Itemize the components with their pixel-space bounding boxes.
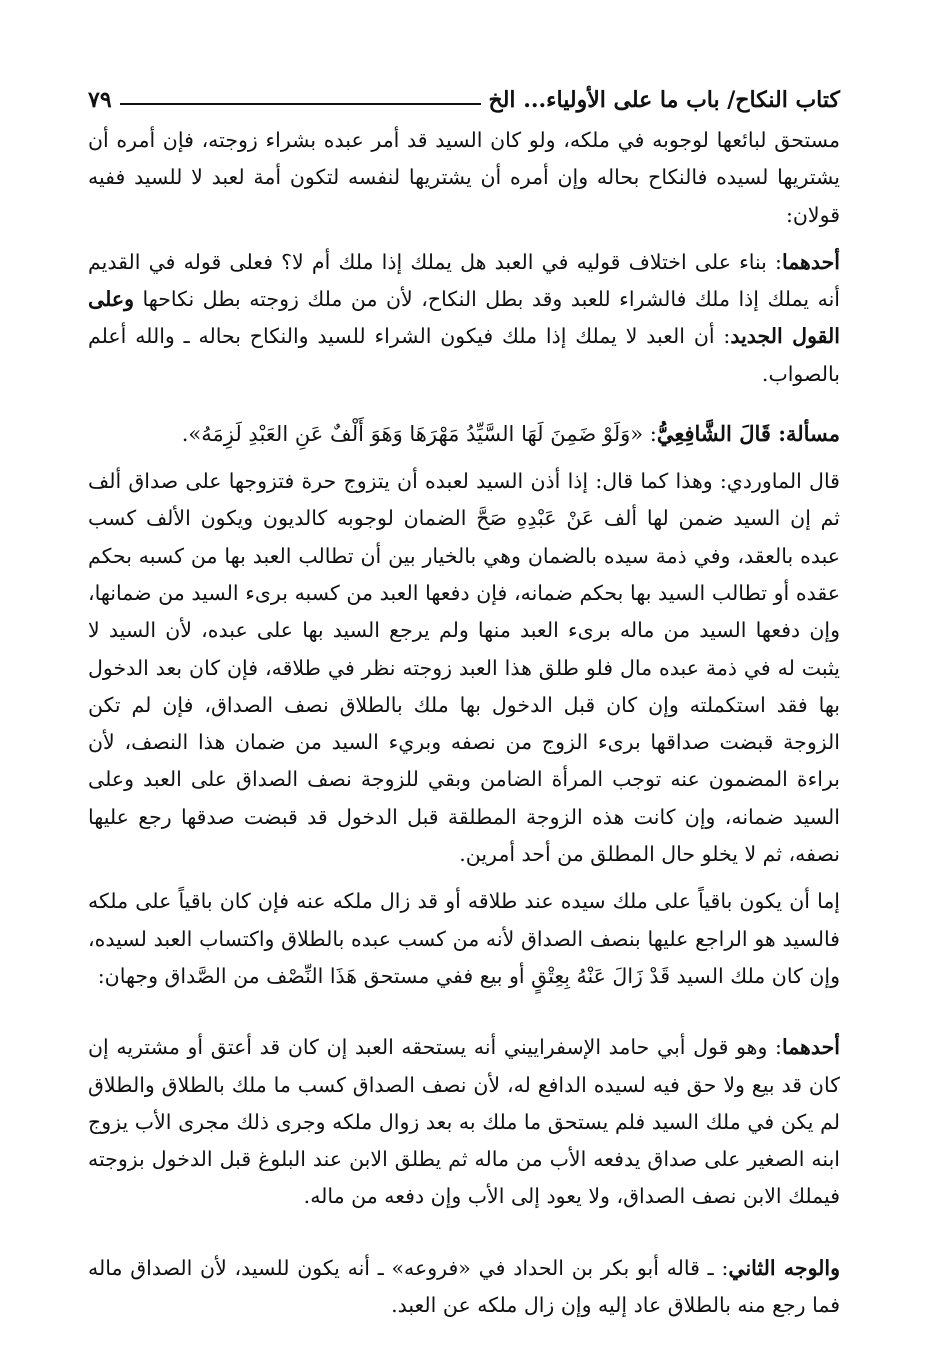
paragraph-2: أحدهما: بناء على اختلاف قوليه في العبد هل يملك إذا ملك أم لا؟ فعلى قوله في القديم أنه يملك إذا ملك فالشراء للعبد وقد بطل النكاح، لأن من ملك زوجته بطل نكاحها وعلى القول الجديد: أن العبد لا يملك إذا ملك فيكون الشراء للسيد والنكاح بحاله ـ والله أعلم بالصواب. (88, 249, 840, 386)
document-page (88, 78, 840, 1324)
paragraph-lead: وعلى القول الجديد (88, 287, 840, 349)
paragraph-lead: والوجه الثاني (728, 1255, 840, 1280)
paragraph-lead: أحدهما (781, 1035, 840, 1060)
paragraph-4: إما أن يكون باقياً على ملك سيده عند طلاقه أو قد زال ملكه عنه فإن كان باقياً على ملكه فالسيد هو الراجع عليها بنصف الصداق لأنه من كسب عبده بالطلاق واكتساب العبد لسيده، وإن كان ملك السيد قَدْ زَالَ عَنْهُ بِعِتْقٍ أو بيع ففي مستحق هَذَا النِّصْف من الصَّداق وجهان: (88, 889, 840, 988)
paragraph-3: قال الماوردي: وهذا كما قال: إذا أذن السيد لعبده أن يتزوج حرة فتزوجها على صداق ألف ثم إن السيد ضمن لها ألف عَنْ عَبْدِهِ صَحَّ الضمان لوجوبه كالديون ويكون الألف كسب عبده بالعقد، وفي ذمة سيده بالضمان وهي بالخيار بين أن تطالب العبد بها من كسبه بحكم عقده أو تطالب السيد بها بحكم ضمانه، فإن دفعها العبد من كسبه برىء السيد من ضمانها، وإن دفعها السيد من ماله برىء العبد منها ولم يرجع السيد بها على عبده، لأن السيد لا يثبت له في ذمة عبده مال فلو طلق هذا العبد زوجته نظر في طلاقه، فإن كان بعد الدخول بها فقد استكملته وإن كان قبل الدخول بها ملك بالطلاق نصف الصداق، فإن لم تكن الزوجة قبضت صداقها برىء الزوج من نصفه وبريء السيد من ضمان هذا النصف، لأن براءة المضمون عنه توجب المرأة الضامن وبقي للزوجة نصف الصداق على العبد وعلى السيد ضمانه، وإن كانت هذه الزوجة المطلقة قبل الدخول قد قبضت صدقها رجع عليها نصفه، ثم لا يخلو حال المطلق من أحد أمرين. (88, 469, 840, 867)
book-chapter-title: كتاب النكاح/ باب ما على الأولياء... الخ (488, 87, 840, 113)
header-rule (120, 103, 481, 105)
paragraph-5: أحدهما: وهو قول أبي حامد الإسفراييني أنه يستحقه العبد إن كان قد أعتق أو مشتريه إن كان قد بيع ولا حق فيه لسيده الدافع له، لأن نصف الصداق كسب ما ملك بالطلاق والطلاق لم يكن في ملك السيد فلم يستحق ما ملك به بعد زوال ملكه وجرى ذلك مجرى الأب يزوج ابنه الصغير على صداق يدفعه الأب من ماله ثم يطلق الابن عند البلوغ قبل الدخول بزوجته فيملك الابن نصف الصداق، ولا يعود إلى الأب وإن دفعه من ماله. (88, 1035, 840, 1209)
page-number: ٧٩ (88, 87, 112, 113)
paragraph-6: والوجه الثاني: ـ قاله أبو بكر بن الحداد في «فروعه» ـ أنه يكون للسيد، لأن الصداق ماله فما رجع منه بالطلاق عاد إليه وإن زال ملكه عن العبد. (88, 1255, 840, 1318)
masala-heading: مسألة: قَالَ الشَّافِعِيُّ: «وَلَوْ ضَمِنَ لَهَا السَّيِّدُ مَهْرَهَا وَهَوَ أَلْفٌ عَنِ العَبْدِ لَزِمَهُ». (181, 421, 840, 447)
paragraph-1: مستحق لبائعها لوجوبه في ملكه، ولو كان السيد قد أمر عبده بشراء زوجته، فإن أمره أن يشتريها لسيده فالنكاح بحاله وإن أمره أن يشتريها لنفسه لتكون أمة لعبد لا للسيد ففيه قولان: (88, 128, 840, 227)
running-header (88, 78, 840, 122)
paragraph-lead: أحدهما (781, 249, 840, 274)
